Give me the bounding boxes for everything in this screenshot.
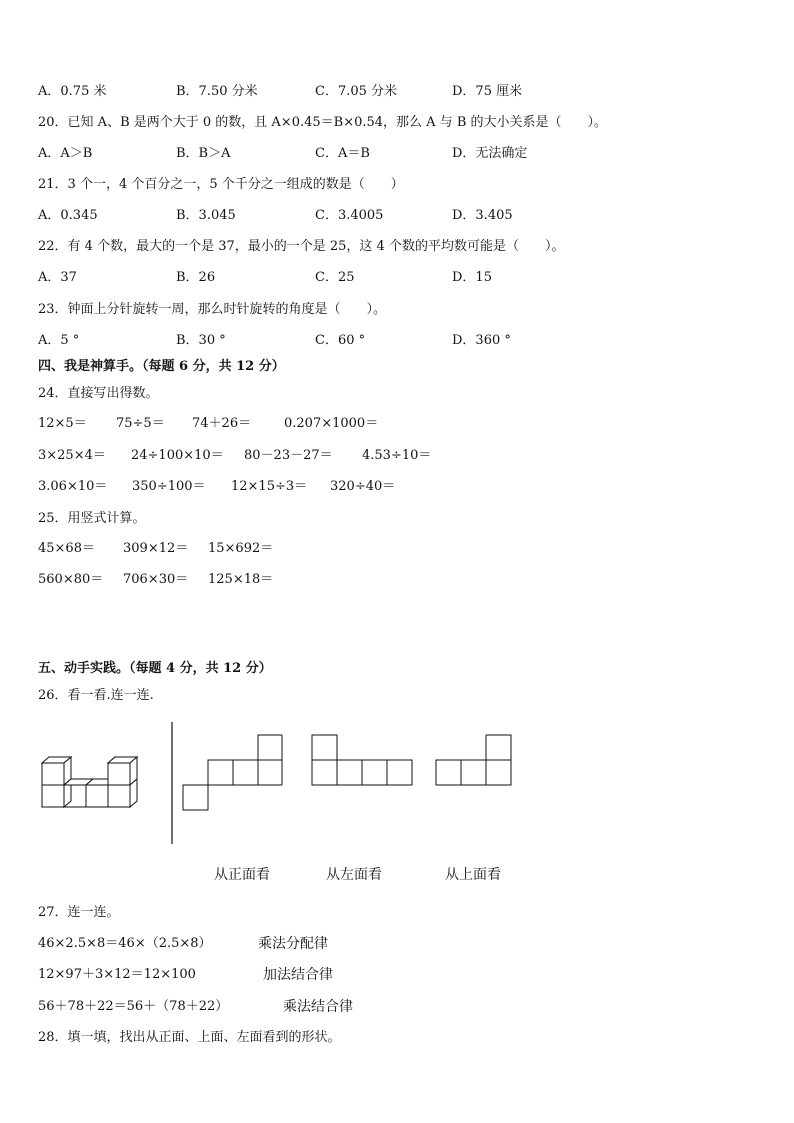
view-shape-3 (436, 735, 514, 787)
q27-right-item: 乘法结合律 (283, 999, 353, 1015)
view-shape-1 (183, 735, 283, 811)
q24-item: 12×15÷3＝ (231, 479, 308, 494)
q25-item: 560×80＝ (38, 572, 104, 587)
q19-option-c: C．7.05 分米 (315, 84, 398, 99)
cube-solid-figure (36, 755, 156, 815)
q20-option-a: A．A＞B (38, 146, 93, 161)
q19-option-a: A．0.75 米 (38, 84, 107, 99)
q27-stem: 27．连一连。 (38, 905, 120, 920)
q21-option-b: B．3.045 (176, 208, 236, 223)
figure-divider (171, 722, 175, 844)
q24-item: 3×25×4＝ (38, 448, 106, 463)
section-5-heading: 五、动手实践。（每题 4 分，共 12 分） (38, 661, 272, 676)
section-4-heading: 四、我是神算手。（每题 6 分，共 12 分） (38, 359, 285, 374)
q24-item: 24÷100×10＝ (131, 448, 224, 463)
q27-right-item: 乘法分配律 (258, 936, 328, 952)
q23-option-b: B．30 ° (176, 333, 226, 348)
q21-option-a: A．0.345 (38, 208, 98, 223)
q24-item: 4.53÷10＝ (362, 448, 432, 463)
q24-item: 320÷40＝ (330, 479, 396, 494)
q21-option-d: D．3.405 (452, 208, 513, 223)
q19-option-d: D．75 厘米 (452, 84, 523, 99)
view-label-front: 从正面看 (214, 867, 270, 883)
q22-option-b: B．26 (176, 270, 216, 285)
q25-item: 125×18＝ (208, 572, 274, 587)
q28-stem: 28．填一填，找出从正面、上面、左面看到的形状。 (38, 1030, 341, 1045)
q23-option-d: D．360 ° (452, 333, 511, 348)
q20-stem: 20．已知 A、B 是两个大于 0 的数，且 A×0.45＝B×0.54，那么 A 与 B 的大小关系是（ ）。 (38, 115, 608, 130)
q25-item: 706×30＝ (123, 572, 189, 587)
q25-stem: 25．用竖式计算。 (38, 511, 146, 526)
q20-option-c: C．A＝B (315, 146, 370, 161)
q26-stem: 26．看一看.连一连. (38, 688, 154, 703)
q24-item: 80－23－27＝ (244, 448, 333, 463)
q25-item: 15×692＝ (208, 541, 274, 556)
q24-item: 350÷100＝ (132, 479, 206, 494)
q24-item: 75÷5＝ (116, 416, 165, 431)
q19-option-b: B．7.50 分米 (176, 84, 258, 99)
q21-stem: 21．3 个一，4 个百分之一，5 个千分之一组成的数是（ ） (38, 177, 404, 192)
q21-option-c: C．3.4005 (315, 208, 384, 223)
q24-item: 74＋26＝ (192, 416, 252, 431)
q27-left-item: 56＋78＋22＝56＋（78＋22） (38, 999, 229, 1014)
q20-option-b: B．B＞A (176, 146, 231, 161)
q23-stem: 23．钟面上分针旋转一周，那么时针旋转的角度是（ ）。 (38, 302, 387, 317)
q24-stem: 24．直接写出得数。 (38, 386, 159, 401)
q24-item: 3.06×10＝ (38, 479, 108, 494)
q20-option-d: D．无法确定 (452, 146, 528, 161)
q23-option-c: C．60 ° (315, 333, 366, 348)
q24-item: 12×5＝ (38, 416, 87, 431)
q27-left-item: 12×97＋3×12＝12×100 (38, 967, 196, 982)
q22-stem: 22．有 4 个数，最大的一个是 37，最小的一个是 25，这 4 个数的平均数可能是（ ）。 (38, 239, 565, 254)
view-label-top: 从上面看 (445, 867, 501, 883)
q25-item: 45×68＝ (38, 541, 95, 556)
q22-option-c: C．25 (315, 270, 355, 285)
q27-right-item: 加法结合律 (263, 967, 333, 983)
q24-item: 0.207×1000＝ (284, 416, 379, 431)
q27-left-item: 46×2.5×8＝46×（2.5×8） (38, 936, 212, 951)
q25-item: 309×12＝ (123, 541, 189, 556)
view-shape-2 (312, 735, 414, 787)
q22-option-d: D．15 (452, 270, 492, 285)
q22-option-a: A．37 (38, 270, 77, 285)
view-label-left: 从左面看 (326, 867, 382, 883)
q23-option-a: A．5 ° (38, 333, 80, 348)
